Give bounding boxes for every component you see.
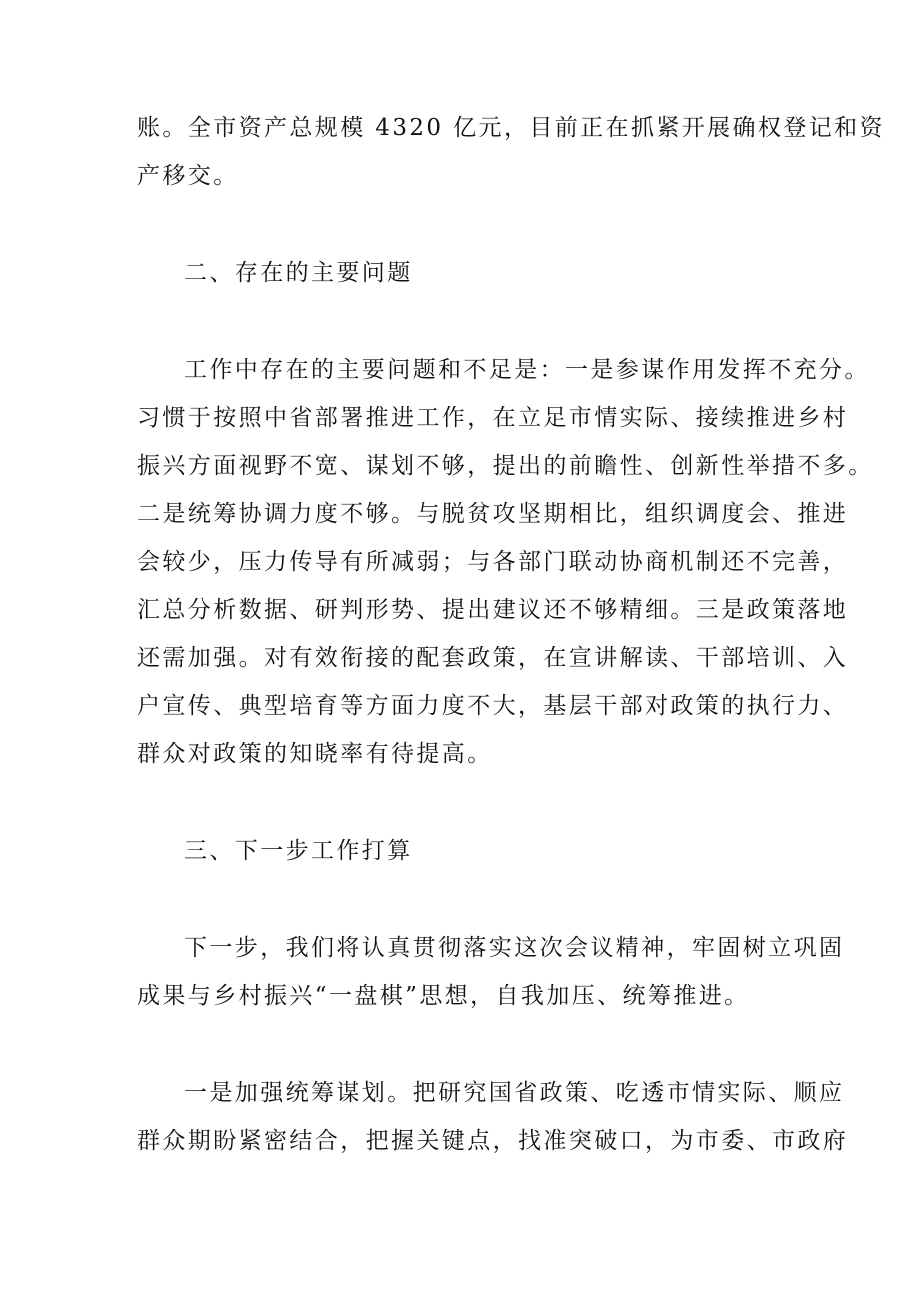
section-heading: 三、下一步工作打算	[184, 838, 413, 864]
paragraph-line: 成果与乡村振兴“一盘棋”思想，自我加压、统筹推进。	[137, 983, 750, 1009]
section-heading: 二、存在的主要问题	[184, 260, 413, 286]
paragraph-line: 账。全市资产总规模 4320 亿元，目前正在抓紧开展确权登记和资	[137, 115, 885, 141]
paragraph-line: 会较少，压力传导有所减弱；与各部门联动协商机制还不完善，	[137, 549, 849, 575]
paragraph-line: 习惯于按照中省部署推进工作，在立足市情实际、接续推进乡村	[137, 405, 849, 431]
paragraph-line: 汇总分析数据、研判形势、提出建议还不够精细。三是政策落地	[137, 597, 849, 623]
paragraph-line: 二是统筹协调力度不够。与脱贫攻坚期相比，组织调度会、推进	[137, 501, 849, 527]
paragraph-line: 振兴方面视野不宽、谋划不够，提出的前瞻性、创新性举措不多。	[137, 453, 874, 479]
paragraph-line: 产移交。	[137, 163, 239, 189]
paragraph-line: 一是加强统筹谋划。把研究国省政策、吃透市情实际、顺应	[184, 1080, 845, 1106]
paragraph-line: 工作中存在的主要问题和不足是：一是参谋作用发挥不充分。	[184, 357, 870, 383]
paragraph-line: 下一步，我们将认真贯彻落实这次会议精神，牢固树立巩固	[184, 935, 845, 961]
paragraph-line: 群众对政策的知晓率有待提高。	[137, 741, 493, 767]
paragraph-line: 户宣传、典型培育等方面力度不大，基层干部对政策的执行力、	[137, 693, 849, 719]
paragraph-line: 群众期盼紧密结合，把握关键点，找准突破口，为市委、市政府	[137, 1128, 849, 1154]
paragraph-line: 还需加强。对有效衔接的配套政策，在宣讲解读、干部培训、入	[137, 645, 849, 671]
